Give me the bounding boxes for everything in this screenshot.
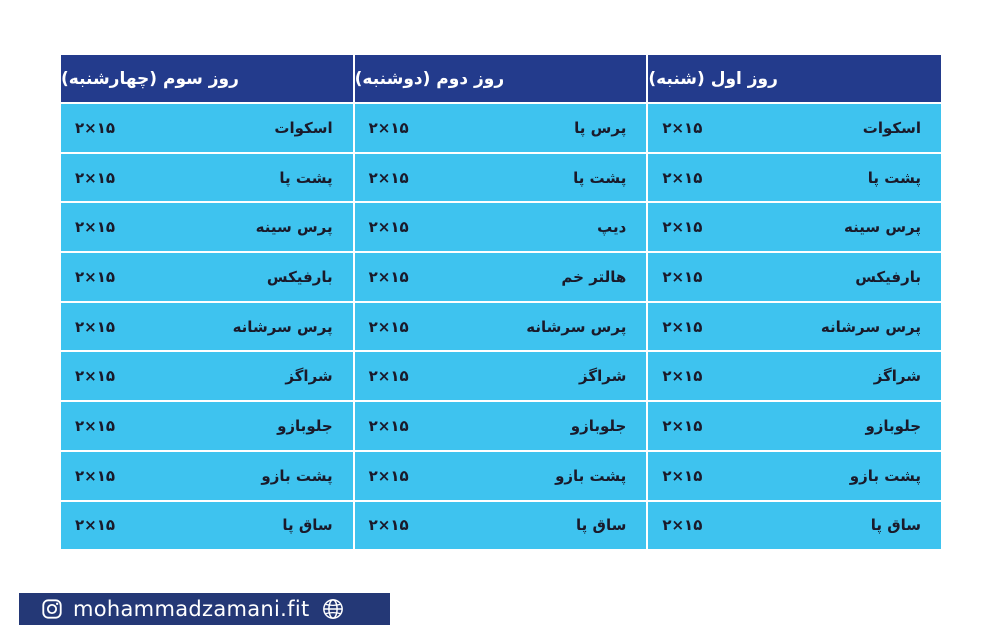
table-row [355, 352, 647, 400]
exercise-name: پرس سرشانه [820, 317, 921, 336]
sets-reps: ۲×۱۵ [662, 218, 703, 237]
table-row [355, 452, 647, 500]
exercise-name: پرس سرشانه [526, 317, 627, 336]
exercise-name: ساق پا [576, 516, 627, 535]
exercise-name: اسکوات [274, 118, 333, 137]
sets-reps: ۲×۱۵ [74, 466, 116, 485]
sets-reps: ۲×۱۵ [662, 466, 703, 485]
social-footer [19, 593, 390, 625]
exercise-name: بارفیکس [266, 267, 333, 286]
sets-reps: ۲×۱۵ [74, 516, 116, 535]
table-row [355, 154, 647, 202]
day-header-3 [61, 55, 353, 102]
exercise-name: پشت پا [279, 168, 333, 187]
sets-reps: ۲×۱۵ [662, 118, 703, 137]
instagram-icon[interactable] [41, 598, 63, 620]
sets-reps: ۲×۱۵ [368, 466, 409, 485]
sets-reps: ۲×۱۵ [368, 416, 409, 435]
day-header-1 [648, 55, 941, 102]
exercise-name: شراگز [579, 367, 627, 386]
day-column-2 [355, 55, 647, 549]
table-row [355, 253, 647, 301]
table-row [648, 352, 941, 400]
exercise-name: پرس پا [574, 118, 627, 137]
sets-reps: ۲×۱۵ [74, 416, 116, 435]
table-row [61, 502, 353, 550]
sets-reps: ۲×۱۵ [662, 416, 703, 435]
sets-reps: ۲×۱۵ [662, 168, 703, 187]
sets-reps: ۲×۱۵ [662, 367, 703, 386]
table-row [648, 154, 941, 202]
exercise-name: شراگز [285, 367, 333, 386]
table-row [648, 203, 941, 251]
exercise-name: پشت پا [573, 168, 627, 187]
exercise-name: پرس سرشانه [232, 317, 333, 336]
sets-reps: ۲×۱۵ [368, 168, 409, 187]
table-row [61, 253, 353, 301]
exercise-name: پشت بازو [261, 466, 333, 485]
exercise-name: پرس سینه [844, 218, 921, 237]
table-row [355, 203, 647, 251]
exercise-name: دیپ [597, 218, 627, 237]
exercise-name: پرس سینه [255, 218, 333, 237]
table-row [355, 104, 647, 152]
sets-reps: ۲×۱۵ [662, 516, 703, 535]
exercise-name: جلوبازو [570, 416, 627, 435]
exercise-name: ساق پا [282, 516, 333, 535]
sets-reps: ۲×۱۵ [662, 267, 703, 286]
table-row [61, 352, 353, 400]
exercise-name: هالتر خم [561, 267, 627, 286]
day-column-3 [61, 55, 353, 549]
sets-reps: ۲×۱۵ [368, 267, 409, 286]
day-title: روز دوم (دوشنبه) [354, 68, 505, 89]
table-row [61, 402, 353, 450]
table-row [61, 104, 353, 152]
exercise-name: جلوبازو [277, 416, 333, 435]
table-row [61, 452, 353, 500]
table-row [648, 502, 941, 550]
exercise-name: بارفیکس [855, 267, 921, 286]
table-row [648, 253, 941, 301]
sets-reps: ۲×۱۵ [368, 317, 409, 336]
sets-reps: ۲×۱۵ [368, 218, 409, 237]
sets-reps: ۲×۱۵ [662, 317, 703, 336]
day-column-1 [648, 55, 941, 549]
day-title: روز اول (شنبه) [648, 68, 778, 89]
sets-reps: ۲×۱۵ [368, 118, 409, 137]
sets-reps: ۲×۱۵ [368, 516, 409, 535]
sets-reps: ۲×۱۵ [74, 367, 116, 386]
table-row [648, 452, 941, 500]
table-row [61, 203, 353, 251]
day-header-2 [355, 55, 647, 102]
table-row [355, 303, 647, 351]
social-handle[interactable]: mohammadzamani.fit [73, 597, 310, 621]
exercise-name: پشت بازو [555, 466, 627, 485]
table-row [355, 502, 647, 550]
sets-reps: ۲×۱۵ [74, 218, 116, 237]
table-row [648, 104, 941, 152]
workout-table [61, 55, 941, 549]
sets-reps: ۲×۱۵ [74, 168, 116, 187]
table-row [61, 154, 353, 202]
exercise-name: اسکوات [862, 118, 921, 137]
table-row [648, 303, 941, 351]
exercise-name: جلوبازو [865, 416, 921, 435]
exercise-name: ساق پا [870, 516, 921, 535]
sets-reps: ۲×۱۵ [74, 118, 116, 137]
table-row [355, 402, 647, 450]
sets-reps: ۲×۱۵ [74, 267, 116, 286]
globe-icon[interactable] [322, 598, 344, 620]
table-row [61, 303, 353, 351]
sets-reps: ۲×۱۵ [74, 317, 116, 336]
table-row [648, 402, 941, 450]
sets-reps: ۲×۱۵ [368, 367, 409, 386]
exercise-name: پشت بازو [849, 466, 921, 485]
exercise-name: شراگز [873, 367, 921, 386]
day-title: روز سوم (چهارشنبه) [60, 68, 239, 89]
exercise-name: پشت پا [867, 168, 921, 187]
